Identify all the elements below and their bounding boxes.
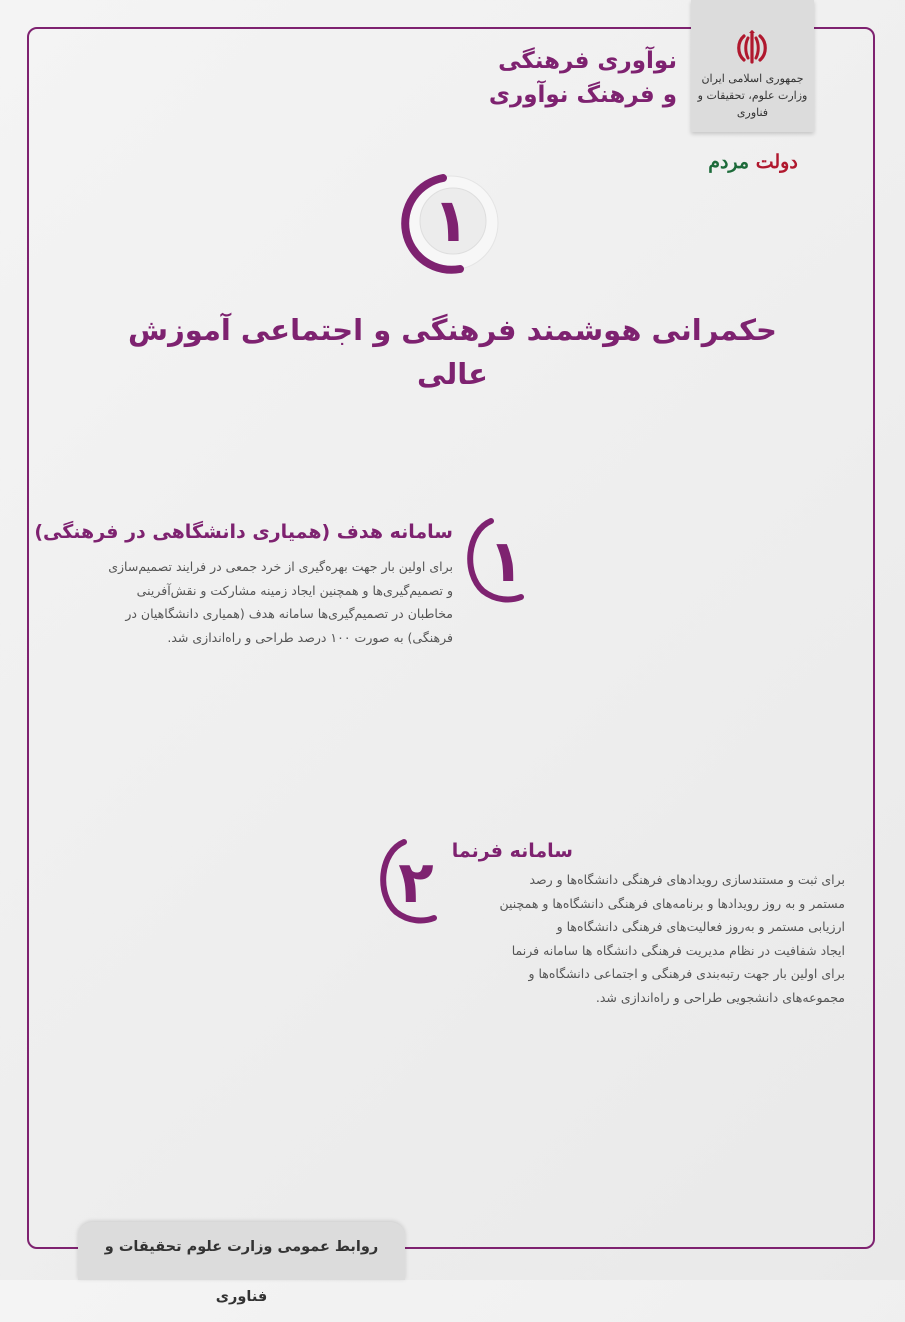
section-number-badge [398, 170, 504, 276]
header-title [489, 44, 677, 112]
item-1-line: برای اولین بار جهت بهره‌گیری از خرد جمعی در فرایند تصمیم‌سازی [108, 559, 453, 574]
item-1-description [43, 555, 453, 649]
item-2-line: مستمر و به روز رویدادها و برنامه‌های فرهنگی دانشگاه‌ها و همچنین [499, 895, 845, 911]
item-2-line: ایجاد شفافیت در نظام مدیریت فرهنگی دانشگاه ها سامانه فرنما [511, 942, 845, 958]
item-1-line: فرهنگی) به صورت ۱۰۰ درصد طراحی و راه‌اندازی شد. [167, 629, 453, 645]
item-1-line: مخاطبان در تصمیم‌گیری‌ها سامانه هدف (همیاری دانشگاهیان در [125, 606, 453, 621]
slogan-logo [698, 142, 808, 182]
item-2-description [415, 868, 845, 1009]
item-1-number: ۱ [488, 527, 524, 595]
item-2-line: مجموعه‌های دانشجویی طراحی و راه‌اندازی شد. [595, 989, 845, 1005]
item-2-line: برای اولین بار جهت رتبه‌بندی فرهنگی و اجتماعی دانشگاه‌ها و [528, 966, 845, 981]
item-2-line: برای ثبت و مستندسازی رویدادهای فرهنگی دانشگاه‌ها و رصد [529, 872, 845, 887]
header-title-line-2: و فرهنگ نوآوری [488, 82, 677, 108]
slogan-part-1: دولت [755, 151, 798, 173]
header-title-line-1: نوآوری فرهنگی [498, 48, 677, 74]
ministry-logo [691, 0, 814, 132]
item-1-title: سامانه هدف (همیاری دانشگاهی در فرهنگی) [34, 521, 453, 543]
footer-tab [78, 1222, 405, 1305]
section-number: ۱ [432, 186, 470, 256]
item-1-number-badge [461, 515, 527, 605]
slogan-part-2: مردم [708, 151, 750, 173]
item-2-title: سامانه فرنما [451, 840, 573, 862]
item-2-number: ۲ [398, 848, 434, 916]
logo-line-2: وزارت علوم، تحقیقات و فناوری [697, 89, 808, 119]
section-title: حکمرانی هوشمند فرهنگی و اجتماعی آموزش عالی [128, 313, 777, 391]
footer-text: روابط عمومی وزارت علوم تحقیقات و فناوری [104, 1239, 379, 1305]
item-1-line: و تصمیم‌گیری‌ها و همچنین ایجاد زمینه مشارکت و نقش‌آفرینی [136, 582, 453, 598]
logo-line-1: جمهوری اسلامی ایران [701, 72, 804, 85]
item-2-line: ارزیابی مستمر و به‌روز فعالیت‌های فرهنگی دانشگاه‌ها و [556, 919, 845, 934]
iran-emblem-icon [735, 30, 769, 66]
